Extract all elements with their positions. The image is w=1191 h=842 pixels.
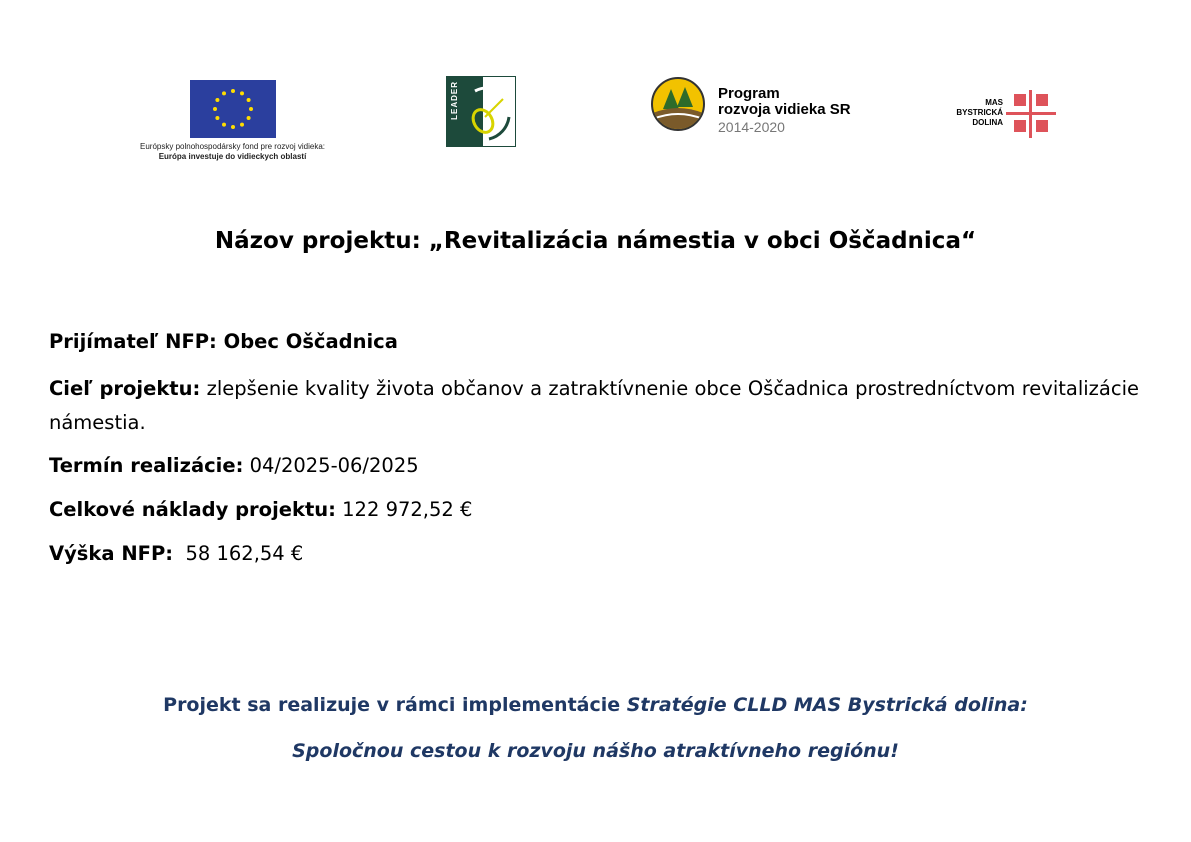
goal-value: zlepšenie kvality života občanov a zatraktívnenie obce Oščadnica prostredníctvom revitalizácie námestia. <box>49 377 1139 434</box>
eu-star-icon <box>215 98 219 102</box>
term-label: Termín realizácie: <box>49 454 244 477</box>
eu-star-icon <box>222 123 226 127</box>
footer-line1 <box>0 682 1191 728</box>
eu-star-icon <box>213 107 217 111</box>
footer-plain: Projekt sa realizuje v rámci implementácie <box>163 694 627 716</box>
total-cost <box>49 496 1139 524</box>
eu-caption <box>110 142 355 162</box>
eu-star-icon <box>249 107 253 111</box>
nfp-amount <box>49 540 1139 568</box>
mas-text <box>920 98 1003 128</box>
recipient-text: Prijímateľ NFP: Obec Oščadnica <box>49 330 398 353</box>
eu-star-icon <box>231 125 235 129</box>
footer-motto: Spoločnou cestou k rozvoju nášho atraktívneho regiónu! <box>292 740 899 762</box>
project-title: Názov projektu: „Revitalizácia námestia v obci Oščadnica“ <box>214 228 977 254</box>
eu-star-icon <box>240 91 244 95</box>
project-details <box>49 328 1139 584</box>
prv-logo <box>651 77 705 131</box>
goal <box>49 372 1139 440</box>
recipient <box>49 328 1139 356</box>
footer-line2 <box>0 728 1191 774</box>
leader-logo <box>446 76 516 147</box>
mas-star-logo <box>1006 90 1056 138</box>
prv-line2: rozvoja vidieka SR <box>718 101 851 118</box>
prv-line1: Program <box>718 85 780 102</box>
eu-star-icon <box>247 116 251 120</box>
mas-line1: MAS <box>985 98 1003 107</box>
footer-statement <box>0 682 1191 774</box>
nfp-label: Výška NFP: <box>49 542 174 565</box>
eu-caption-line1: Európsky polnohospodársky fond pre rozvoj vidieka: <box>140 142 325 151</box>
eu-star-icon <box>215 116 219 120</box>
footer-strategy: Stratégie CLLD MAS Bystrická dolina: <box>626 694 1028 716</box>
mas-line2: BYSTRICKÁ <box>956 108 1003 117</box>
term <box>49 452 1139 480</box>
goal-label: Cieľ projektu: <box>49 377 201 400</box>
eu-star-icon <box>240 123 244 127</box>
term-value: 04/2025-06/2025 <box>243 454 419 477</box>
mas-line3: DOLINA <box>972 118 1003 127</box>
nfp-value: 58 162,54 € <box>173 542 304 565</box>
prv-title <box>718 86 851 118</box>
eu-star-icon <box>231 89 235 93</box>
leader-text: LEADER <box>450 81 459 120</box>
prv-years: 2014-2020 <box>718 119 785 135</box>
eu-caption-line2: Európa investuje do vidieckych oblastí <box>158 152 307 161</box>
cost-label: Celkové náklady projektu: <box>49 498 336 521</box>
cost-value: 122 972,52 € <box>335 498 473 521</box>
eu-star-icon <box>222 91 226 95</box>
eu-flag-logo <box>190 80 276 138</box>
eu-star-icon <box>247 98 251 102</box>
